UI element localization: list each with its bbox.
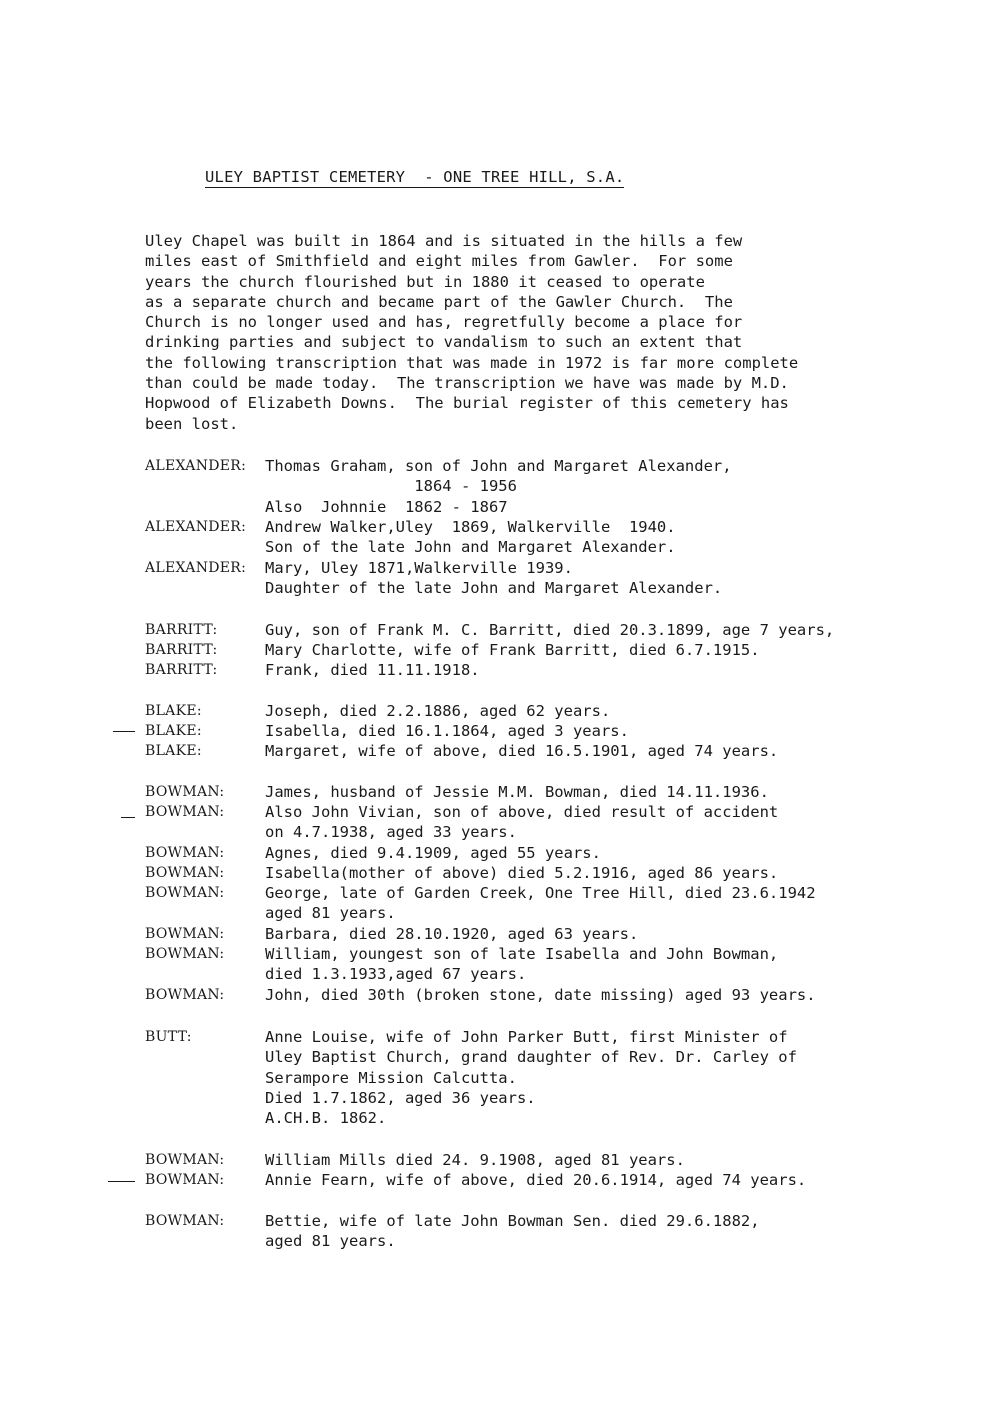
entry-text	[265, 517, 676, 558]
entry-line: Also John Vivian, son of above, died result of accident	[265, 803, 779, 821]
intro-line: miles east of Smithfield and eight miles from Gawler. For some	[145, 252, 733, 271]
entry-line: Barbara, died 28.10.1920, aged 63 years.	[265, 925, 639, 943]
entry-surname: BARRITT:	[145, 622, 218, 638]
entry-text	[265, 782, 769, 802]
entry-surname: BOWMAN:	[145, 1152, 225, 1168]
intro-line: as a separate church and became part of the Gawler Church. The	[145, 292, 733, 311]
entry-text	[265, 883, 816, 924]
entry-text	[265, 721, 629, 741]
entry-text	[265, 985, 816, 1005]
entry-surname: BOWMAN:	[145, 987, 225, 1003]
intro-paragraph	[145, 231, 798, 434]
entry-line: Also Johnnie 1862 - 1867	[265, 497, 508, 516]
entry-surname: BOWMAN:	[145, 946, 225, 962]
entry-line: Bettie, wife of late John Bowman Sen. died 29.6.1882,	[265, 1212, 760, 1230]
entry-surname: BOWMAN:	[145, 885, 225, 901]
entry-surname: BOWMAN:	[145, 1172, 225, 1188]
page-title: ULEY BAPTIST CEMETERY - ONE TREE HILL, S.A.	[205, 168, 625, 186]
entry-text	[265, 924, 638, 944]
entry-line: Margaret, wife of above, died 16.5.1901, aged 74 years.	[265, 742, 779, 760]
entry-line: Agnes, died 9.4.1909, aged 55 years.	[265, 844, 601, 862]
intro-line: been lost.	[145, 414, 239, 433]
intro-line: than could be made today. The transcription we have was made by M.D.	[145, 374, 789, 393]
entry-text	[265, 1150, 685, 1170]
entry-line: Guy, son of Frank M. C. Barritt, died 20.3.1899, age 7 years,	[265, 621, 835, 639]
entry-line: Died 1.7.1862, aged 36 years.	[265, 1088, 536, 1107]
entry-text	[265, 456, 732, 517]
entry-surname: BARRITT:	[145, 662, 218, 678]
entry-line: Joseph, died 2.2.1886, aged 62 years.	[265, 702, 611, 720]
entry-line: William Mills died 24. 9.1908, aged 81 years.	[265, 1151, 685, 1169]
entry-line: Thomas Graham, son of John and Margaret Alexander,	[265, 457, 732, 475]
entry-text	[265, 944, 778, 985]
entry-line: Annie Fearn, wife of above, died 20.6.1914, aged 74 years.	[265, 1171, 807, 1189]
entry-text	[265, 558, 722, 599]
entry-surname: BOWMAN:	[145, 784, 225, 800]
entry-surname: BUTT:	[145, 1029, 192, 1045]
entry-surname: BARRITT:	[145, 642, 218, 658]
entry-surname: ALEXANDER:	[145, 519, 247, 535]
entry-text	[265, 1211, 760, 1252]
entry-line: George, late of Garden Creek, One Tree Hill, died 23.6.1942	[265, 884, 816, 902]
entry-surname: ALEXANDER:	[145, 458, 247, 474]
entry-line: on 4.7.1938, aged 33 years.	[265, 823, 517, 842]
entry-line: Serampore Mission Calcutta.	[265, 1068, 517, 1087]
intro-line: Church is no longer used and has, regretfully become a place for	[145, 313, 743, 332]
entry-line: Uley Baptist Church, grand daughter of Rev. Dr. Carley of	[265, 1048, 797, 1067]
entry-surname: BOWMAN:	[145, 1213, 225, 1229]
entry-text	[265, 701, 610, 721]
entry-text	[265, 1170, 806, 1190]
entry-surname: BLAKE:	[145, 743, 202, 759]
entry-surname: BLAKE:	[145, 723, 202, 739]
entry-line: Daughter of the late John and Margaret Alexander.	[265, 579, 723, 598]
entry-line: Isabella, died 16.1.1864, aged 3 years.	[265, 722, 629, 740]
entry-text	[265, 620, 834, 640]
intro-line: Hopwood of Elizabeth Downs. The burial register of this cemetery has	[145, 394, 789, 413]
margin-mark	[113, 731, 135, 732]
entry-line: John, died 30th (broken stone, date missing) aged 93 years.	[265, 986, 816, 1004]
entry-line: A.CH.B. 1862.	[265, 1109, 387, 1128]
entry-text	[265, 660, 480, 680]
entry-text	[265, 802, 778, 843]
margin-mark	[121, 817, 135, 818]
entry-surname: BOWMAN:	[145, 865, 225, 881]
entry-text	[265, 863, 778, 883]
entry-line: William, youngest son of late Isabella and John Bowman,	[265, 945, 779, 963]
entry-surname: BOWMAN:	[145, 926, 225, 942]
entry-line: aged 81 years.	[265, 1232, 396, 1251]
entry-line: Andrew Walker,Uley 1869, Walkerville 1940.	[265, 518, 676, 536]
entry-text	[265, 1027, 797, 1128]
entry-line: Isabella(mother of above) died 5.2.1916, aged 86 years.	[265, 864, 779, 882]
entry-line: Frank, died 11.11.1918.	[265, 661, 480, 679]
entry-text	[265, 741, 778, 761]
intro-line: drinking parties and subject to vandalism to such an extent that	[145, 333, 743, 352]
intro-line: Uley Chapel was built in 1864 and is situated in the hills a few	[145, 232, 743, 250]
entry-line: James, husband of Jessie M.M. Bowman, died 14.11.1936.	[265, 783, 769, 801]
entry-text	[265, 640, 760, 660]
entry-line: Anne Louise, wife of John Parker Butt, first Minister of	[265, 1028, 788, 1046]
entry-surname: BOWMAN:	[145, 845, 225, 861]
intro-line: the following transcription that was made in 1972 is far more complete	[145, 353, 799, 372]
entry-text	[265, 843, 601, 863]
intro-line: years the church flourished but in 1880 it ceased to operate	[145, 272, 705, 291]
entry-line: Son of the late John and Margaret Alexander.	[265, 538, 676, 557]
entry-line: aged 81 years.	[265, 904, 396, 923]
margin-mark	[108, 1181, 135, 1182]
entry-surname: ALEXANDER:	[145, 560, 247, 576]
entry-line: Mary, Uley 1871,Walkerville 1939.	[265, 559, 573, 577]
entry-surname: BOWMAN:	[145, 804, 225, 820]
entry-line: Mary Charlotte, wife of Frank Barritt, died 6.7.1915.	[265, 641, 760, 659]
entry-surname: BLAKE:	[145, 703, 202, 719]
entry-line: 1864 - 1956	[265, 477, 517, 496]
entry-line: died 1.3.1933,aged 67 years.	[265, 965, 527, 984]
